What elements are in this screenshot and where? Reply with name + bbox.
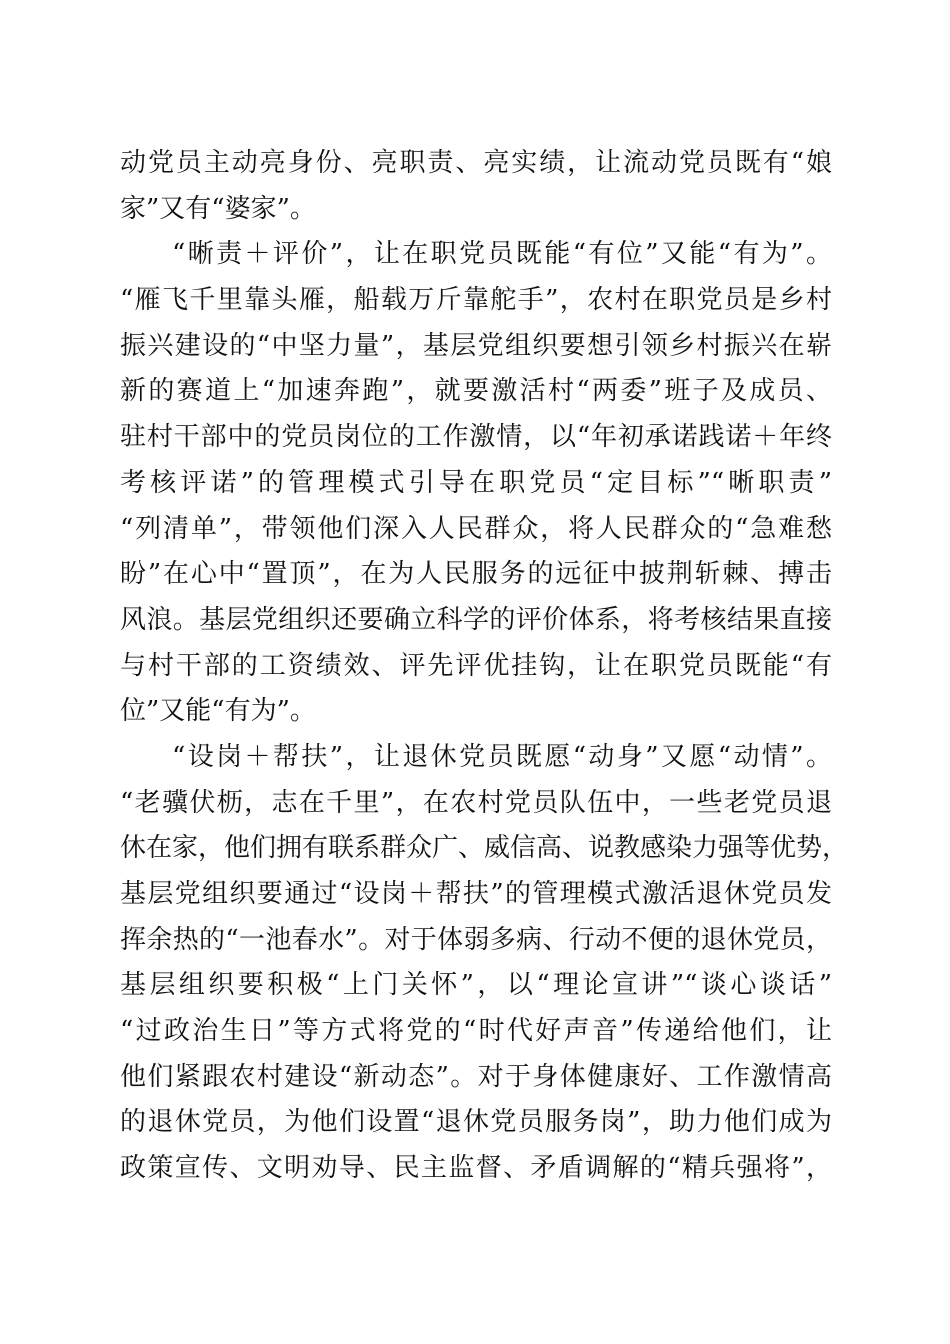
text-line: 新的赛道上“加速奔跑”，就要激活村“两委”班子及成员、 <box>120 376 832 407</box>
paragraph-heading-line: “晰责＋评价”，让在职党员既能“有位”又能“有为”。 <box>172 239 832 270</box>
text-line: “老骥伏枥，志在千里”，在农村党员队伍中，一些老党员退 <box>120 787 832 818</box>
text-line: 驻村干部中的党员岗位的工作激情，以“年初承诺践诺＋年终 <box>120 422 832 453</box>
text-line: “雁飞千里靠头雁，船载万斤靠舵手”，农村在职党员是乡村 <box>120 285 832 316</box>
paragraph-heading-line: “设岗＋帮扶”，让退休党员既愿“动身”又愿“动情”。 <box>172 741 832 772</box>
text-line: 位”又能“有为”。 <box>120 696 316 727</box>
document-body <box>120 141 849 1192</box>
text-line: 与村干部的工资绩效、评先评优挂钩，让在职党员既能“有 <box>120 650 832 681</box>
text-line: 基层组织要积极“上门关怀”，以“理论宣讲”“谈心谈话” <box>120 970 832 1001</box>
text-line: 振兴建设的“中坚力量”，基层党组织要想引领乡村振兴在崭 <box>120 330 832 361</box>
text-line: 挥余热的“一池春水”。对于体弱多病、行动不便的退休党员， <box>120 924 832 955</box>
text-line: 的退休党员，为他们设置“退休党员服务岗”，助力他们成为 <box>120 1107 832 1138</box>
text-line: 风浪。基层党组织还要确立科学的评价体系，将考核结果直接 <box>120 604 832 635</box>
text-line: 基层党组织要通过“设岗＋帮扶”的管理模式激活退休党员发 <box>120 879 832 909</box>
text-line: 他们紧跟农村建设“新动态”。对于身体健康好、工作激情高 <box>120 1061 832 1092</box>
text-line: 动党员主动亮身份、亮职责、亮实绩，让流动党员既有“娘 <box>120 148 832 178</box>
text-line: 休在家，他们拥有联系群众广、威信高、说教感染力强等优势， <box>120 833 849 864</box>
text-line: “过政治生日”等方式将党的“时代好声音”传递给他们，让 <box>120 1016 832 1047</box>
text-line: 盼”在心中“置顶”，在为人民服务的远征中披荆斩棘、搏击 <box>120 559 832 590</box>
text-line: “列清单”，带领他们深入人民群众，将人民群众的“急难愁 <box>120 513 832 544</box>
text-line: 政策宣传、文明劝导、民主监督、矛盾调解的“精兵强将”， <box>120 1153 832 1184</box>
text-line: 考核评诺”的管理模式引导在职党员“定目标”“晰职责” <box>120 467 832 498</box>
text-line: 家”又有“婆家”。 <box>120 193 316 224</box>
